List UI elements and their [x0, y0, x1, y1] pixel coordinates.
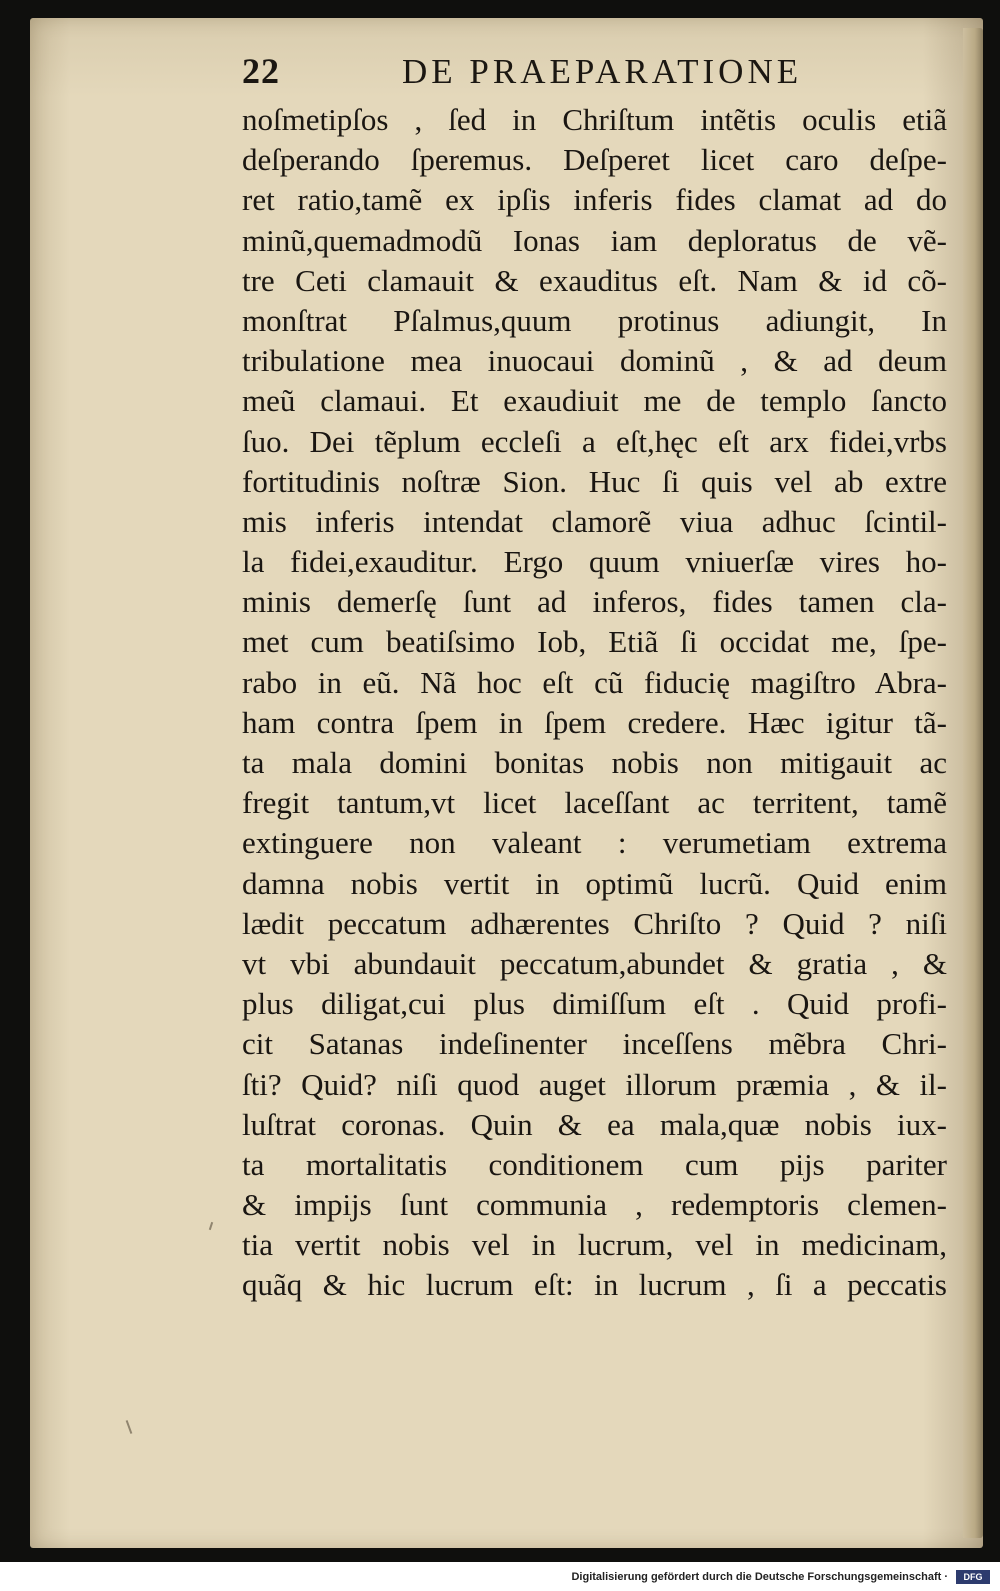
text-line: la fidei,exauditur. Ergo quum vniuerſæ vires ho-: [242, 544, 947, 580]
text-line: noſmetipſos , ſed in Chriſtum intẽtis oculis etiã: [242, 102, 947, 137]
page-edge: [963, 28, 983, 1538]
text-line: cit Satanas indeſinenter inceſſens mẽbra Chri-: [242, 1026, 947, 1062]
text-line: mis inferis intendat clamorẽ viua adhuc ſcintil-: [242, 503, 947, 539]
text-line: tre Ceti clamauit & exauditus eſt. Nam & id cõ-: [242, 262, 947, 298]
text-line: ſuo. Dei tẽplum eccleſi a eſt,hęc eſt arx fidei,vrbs: [242, 423, 947, 459]
text-line: deſperando ſperemus. Deſperet licet caro deſpe-: [242, 142, 947, 178]
running-head: [242, 50, 882, 96]
text-line: extinguere non valeant : verumetiam extrema: [242, 825, 947, 861]
text-line: vt vbi abundauit peccatum,abundet & gratia , &: [242, 945, 947, 981]
text-line: monſtrat Pſalmus,quum protinus adiungit, In: [242, 302, 947, 338]
text-line: luſtrat coronas. Quin & ea mala,quæ nobis iux-: [242, 1106, 947, 1142]
text-line: ham contra ſpem in ſpem credere. Hæc igitur tã-: [242, 704, 947, 740]
page-number: 22: [242, 51, 280, 91]
text-line: ta mortalitatis conditionem cum pijs pariter: [242, 1146, 947, 1182]
text-line: met cum beatiſsimo Iob, Etiã ſi occidat me, ſpe-: [242, 624, 947, 660]
text-line: fortitudinis noſtræ Sion. Huc ſi quis vel ab extre: [242, 463, 947, 499]
text-line: rabo in eũ. Nã hoc eſt cũ fiducię magiſtro Abra-: [242, 664, 947, 700]
text-line: minis demerſę ſunt ad inferos, fides tamen cla-: [242, 584, 947, 620]
text-line: ta mala domini bonitas nobis non mitigauit ac: [242, 745, 947, 780]
digitization-credit: Digitalisierung gefördert durch die Deutsche Forschungsgemeinschaft ·: [571, 1571, 948, 1583]
text-line: minũ,quemadmodũ Ionas iam deploratus de vẽ-: [242, 222, 947, 258]
running-title: DE PRAEPARATIONE: [402, 52, 803, 91]
text-line: fregit tantum,vt licet laceſſant ac territent, tamẽ: [242, 785, 947, 821]
text-line: lædit peccatum adhærentes Chriſto ? Quid ? niſi: [242, 905, 947, 941]
text-line: meũ clamaui. Et exaudiuit me de templo ſancto: [242, 383, 947, 419]
text-line: plus diligat,cui plus dimiſſum eſt . Quid profi-: [242, 986, 947, 1022]
body-text: [242, 100, 947, 1306]
footer-bar: [0, 1562, 1000, 1591]
text-line: tribulatione mea inuocaui dominũ , & ad deum: [242, 343, 947, 379]
text-line: quãq & hic lucrum eſt: in lucrum , ſi a peccatis: [242, 1267, 947, 1303]
text-line: tia vertit nobis vel in lucrum, vel in medicinam,: [242, 1227, 947, 1263]
text-line: ret ratio,tamẽ ex ipſis inferis fides clamat ad do: [242, 182, 947, 218]
text-line: & impijs ſunt communia , redemptoris clemen-: [242, 1187, 947, 1223]
text-line: damna nobis vertit in optimũ lucrũ. Quid enim: [242, 865, 947, 901]
dfg-logo: DFG: [956, 1570, 990, 1584]
text-line: ſti? Quid? niſi quod auget illorum præmia , & il-: [242, 1066, 947, 1102]
